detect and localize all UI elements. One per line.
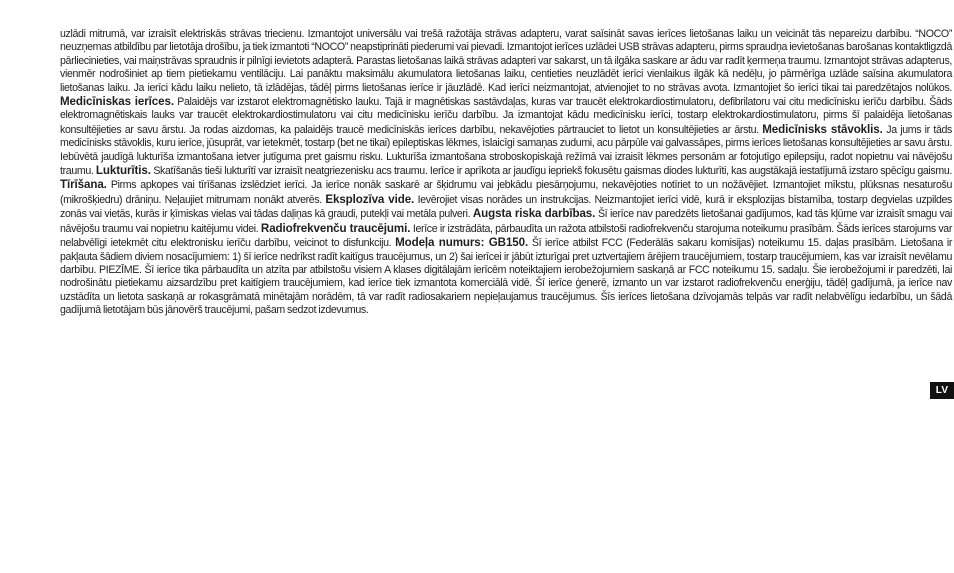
heading-flashlight: Lukturītis. bbox=[95, 164, 151, 178]
heading-high-risk-activities: Augsta riska darbības. bbox=[472, 207, 596, 221]
text-high-risk-activities: Šī ierīce nav paredzēts lietošanai gadījumos, kad tās kļūme var izraisīt smagu vai nāvējošu traumu vai nopietnu kaitējumu videi. bbox=[60, 208, 952, 235]
text-flashlight: Skatīšanās tieši lukturītī var izraisīt neatgriezenisku acs traumu. Ierīce ir aprīkota ar jaudīgu iepriekš fokusētu gaismas diodes lukturīti, kas augstākajā iestatījumā izstaro spēcīgu gaismu. bbox=[150, 165, 952, 178]
text-intro: uzlādi mitrumā, var izraisīt elektriskās strāvas triecienu. Izmantojot universālu vai trešā ražotāja strāvas adapteru, varat saīsināt savas ierīces lietošanas laiku un veicināt tās nepareizu darbību. “NOCO” neuzņemas atbildību par lietotāja drošību, ja tiek izmantoti “NOCO” neapstiprināti piederumi vai pievadi. Izmantojot ierīces uzlādei USB strāvas adapteru, pirms spraudņa ievietošanas barošanas kontaktligzdā pārliecinieties, vai maiņstrāvas spraudnis ir pilnīgi ievietots adapterā. Parastas lietošanas laikā strāvas adapteri var sakarst, un tā ilgāka saskare ar ādu var radīt ķermeņa traumu. Izmantojot strāvas adapterus, vienmēr nodrošiniet ap tiem pietiekamu ventilāciju. Lai panāktu maksimālu akumulatora lietošanas laiku, centieties neuzlādēt ierīci vienlaikus ilgāk kā nedēļu, jo pārmērīga uzlāde saīsina akumulatora lietošanas laiku. Ja ierīci kādu laiku nelieto, tā izlādējas, tādēļ pirms lietošanas ierīce ir jāuzlādē. Kad ierīci neizmantojat, atvienojiet to no strāvas avota. Izmantojiet šo ierīci tikai tai paredzētajos nolūkos. bbox=[60, 28, 952, 94]
heading-explosive-environment: Eksplozīva vide. bbox=[325, 192, 415, 206]
heading-cleaning: Tīrīšana. bbox=[60, 178, 107, 192]
text-cleaning: Pirms apkopes vai tīrīšanas izslēdziet ierīci. Ja ierīce nonāk saskarē ar šķidrumu vai jebkādu piesārņojumu, nekavējoties notīriet to un nožāvējiet. Izmantojiet mīkstu, plūksnas nesaturošu (mikrošķiedru) drāniņu. Neļaujiet mitrumam nonākt atverēs. bbox=[60, 179, 952, 206]
body-paragraph bbox=[60, 28, 952, 318]
text-explosive-environment: Ievērojiet visas norādes un instrukcijas. Neizmantojiet ierīci vidē, kurā ir eksplozijas bīstamība, tostarp degvielas uzpildes zonās vai vietās, kurās ir ķīmiskas vielas vai tādas daļiņas kā graudi, putekļi vai metāla pulveri. bbox=[60, 193, 952, 221]
text-radio-interference: Ierīce ir izstrādāta, pārbaudīta un ražota atbilstoši radiofrekvenču starojuma noteikumu prasībām. Šāds ierīces starojums var nelabvēlīgi ietekmēt citu elektronisku ierīču darbību, veicinot to disfunkciju. bbox=[60, 222, 952, 250]
heading-model-number: Modeļa numurs: GB150. bbox=[395, 236, 529, 250]
heading-medical-devices: Medicīniskas ierīces. bbox=[60, 95, 174, 109]
text-medical-condition: Ja jums ir tāds medicīnisks stāvoklis, kuru ierīce, jūsuprāt, var ietekmēt, tostarp (bet ne tikai) epileptiskas lēkmes, ìslaicīgi samaņas zudumi, acu pārpūle vai galvassāpes, pirms ierīces lietošanas konsultējieties ar savu ārstu. Iebūvētā jaudīgā lukturīša izmantošana ietver jutīguma pret gaismu risku. Lukturīša izmantošana stroboskopiskajā režīmā vai izraisīt lēkmes personām ar fotojutīgo epilepsiju, radot nopietnu vai nāvējošu traumu. bbox=[60, 123, 952, 178]
text-medical-devices: Palaidējs var izstarot elektromagnētisko lauku. Tajā ir magnētiskas sastāvdaļas, kuras var traucēt elektrokardiostimulatoru, defibrilatoru vai citu medicīnisku ierīču darbību. Šāds elektromagnētiskais lauks var traucēt elektrokardiostimulatoru vai citu medicīnisku ierīču darbību. Ja izmantojat kādu medicīnisku ierīci, tostarp elektrokardiostimulatoru, pirms šī palaidēja lietošanas konsultējieties ar savu ārstu. Ja rodas aizdomas, ka palaidējs traucē medicīniskās ierīces darbību, nekavējoties pārtrauciet to lietot un konsultējieties ar ārstu. bbox=[60, 96, 952, 136]
text-fcc-compliance: Šī ierīce atbilst FCC (Federālās sakaru komisijas) noteikumu 15. daļas prasībām. Lietošana ir pakļauta šādiem diviem nosacījumiem: 1) šī ierīce nedrīkst radīt kaitīgus traucējumus, un 2) šai ierīcei ir jābūt izturīgai pret uztvertajiem ārējiem traucējumiem, tostarp traucējumiem, kas var izraisīt nevēlamu darbību. PIEZĪME. Šī ierīce tika pārbaudīta un atzīta par atbilstošu visiem A klases digitālajām ierīcēm noteiktajiem ierobežojumiem saskaņā ar FCC noteikumu 15. sadaļu. Šie ierobežojumi ir paredzēti, lai nodrošinātu pietiekamu aizsardzību pret kaitīgiem traucējumiem, kad ierīce tiek izmantota komerciālā vidē. Šī ierīce ģenerē, izmanto un var izstarot radiofrekvenču enerģiju, tādēļ gadījumā, ja ierīce nav uzstādīta un lietota saskaņā ar rokasgrāmatā minētajām norādēm, tā var radīt radiosakariem nepieļaujamus traucējumus. Šīs ierīces lietošana dzīvojamās telpās var radīt nelabvēlīgu iedarbību, un šādā gadījumā lietotājam būs jānovērš traucējumi, pašam sedzot izdevumus. bbox=[60, 237, 953, 317]
heading-medical-condition: Medicīnisks stāvoklis. bbox=[762, 122, 883, 136]
heading-radio-interference: Radiofrekvenču traucējumi. bbox=[260, 221, 411, 235]
language-tab-badge: LV bbox=[930, 382, 954, 399]
